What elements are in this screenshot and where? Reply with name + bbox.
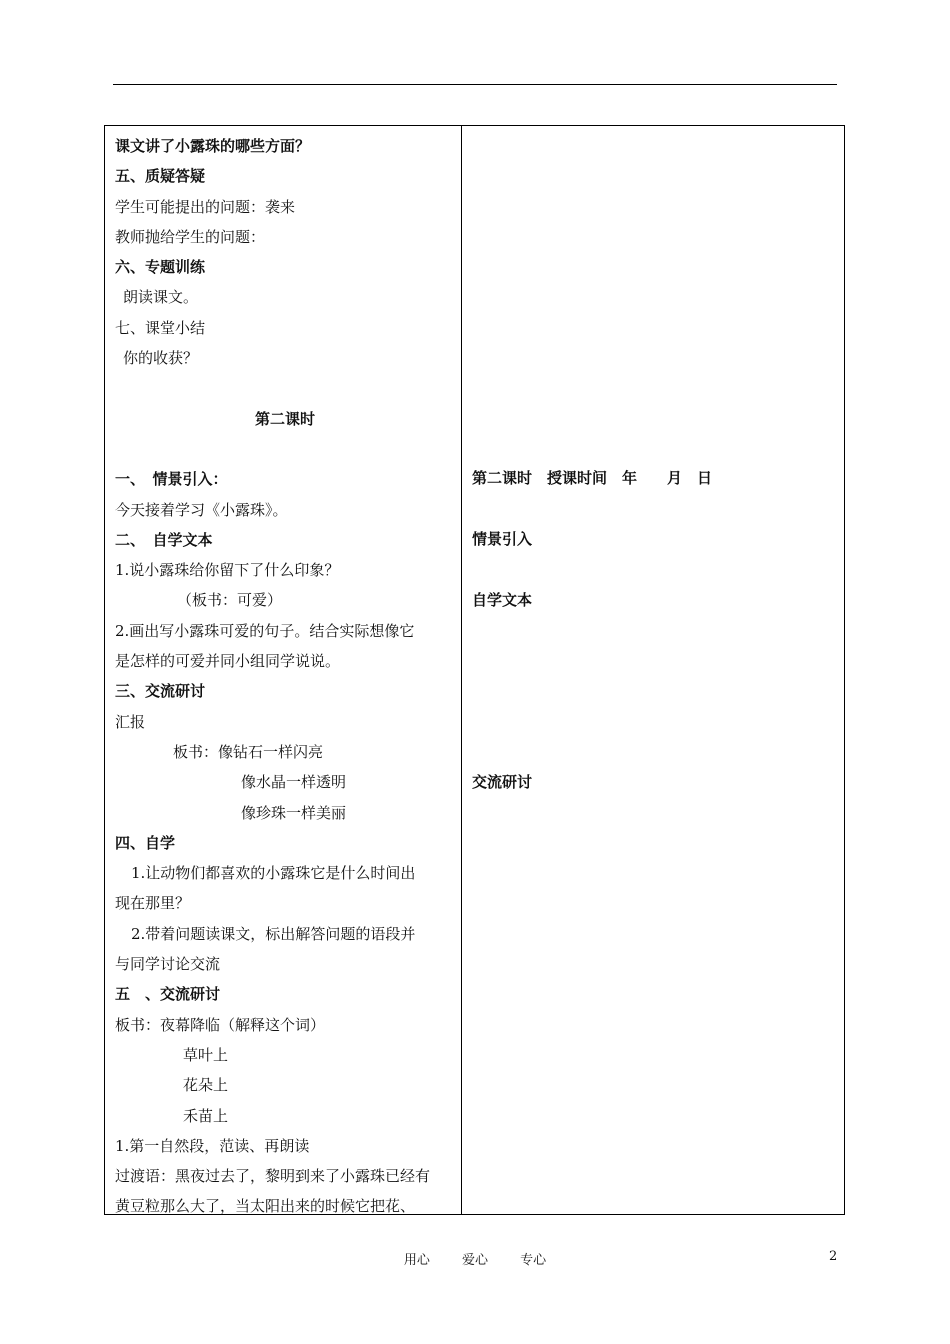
text-line: 现在那里？ xyxy=(115,894,191,913)
text-line: 六、专题训练 xyxy=(115,258,206,277)
text-line: 1.第一自然段，范读、再朗读 xyxy=(115,1136,310,1155)
text-line: 四、自学 xyxy=(115,833,176,852)
text-line: 七、课堂小结 xyxy=(115,318,206,337)
text-line: 像水晶一样透明 xyxy=(241,773,347,792)
text-line: 板书：夜幕降临（解释这个词） xyxy=(115,1015,326,1034)
text-line: 你的收获？ xyxy=(123,349,199,368)
text-line: 二、 自学文本 xyxy=(115,530,213,549)
text-line: 禾苗上 xyxy=(183,1106,229,1125)
footer-item: 专心 xyxy=(520,1253,547,1268)
column-divider xyxy=(461,126,462,1214)
text-line: 今天接着学习《小露珠》。 xyxy=(115,500,288,519)
text-line: 板书：像钻石一样闪亮 xyxy=(173,742,324,761)
self-study-label: 自学文本 xyxy=(472,591,533,609)
header-rule xyxy=(113,84,837,85)
text-line: 是怎样的可爱并同小组同学说说。 xyxy=(115,652,341,671)
text-line: 花朵上 xyxy=(183,1076,229,1095)
page-number: 2 xyxy=(829,1249,838,1264)
text-line xyxy=(115,373,455,403)
text-line: 黄豆粒那么大了，当太阳出来的时候它把花、 xyxy=(115,1197,416,1216)
text-line xyxy=(115,434,455,464)
text-line: 三、交流研讨 xyxy=(115,682,206,701)
discussion-label: 交流研讨 xyxy=(472,773,533,791)
left-column xyxy=(115,131,455,1222)
text-line: 像珍珠一样美丽 xyxy=(241,803,347,822)
text-line: 第二课时 xyxy=(254,409,315,428)
text-line: 学生可能提出的问题：袭来 xyxy=(115,197,296,216)
text-line: 2.画出写小露珠可爱的句子。结合实际想像它 xyxy=(115,621,415,640)
footer-item: 用心 xyxy=(403,1253,430,1268)
text-line: 1.说小露珠给你留下了什么印象？ xyxy=(115,561,340,580)
text-line: 草叶上 xyxy=(183,1045,229,1064)
text-line: 1.让动物们都喜欢的小露珠它是什么时间出 xyxy=(131,864,416,883)
text-line: 汇报 xyxy=(115,712,146,731)
text-line: 五 、交流研讨 xyxy=(115,985,221,1004)
text-line: 朗读课文。 xyxy=(123,288,199,307)
text-line: 教师抛给学生的问题： xyxy=(115,227,266,246)
footer-item: 爱心 xyxy=(461,1253,488,1268)
text-line: 五、质疑答疑 xyxy=(115,167,206,186)
lesson-table xyxy=(104,125,845,1215)
page-footer xyxy=(0,1249,950,1268)
text-line: （板书：可爱） xyxy=(177,591,283,610)
text-line: 课文讲了小露珠的哪些方面？ xyxy=(115,137,311,155)
text-line: 过渡语：黑夜过去了，黎明到来了小露珠已经有 xyxy=(115,1167,431,1186)
text-line: 2.带着问题读课文，标出解答问题的语段并 xyxy=(131,924,416,943)
scene-intro-label: 情景引入 xyxy=(472,530,533,548)
lesson-schedule-header: 第二课时 授课时间 年 月 日 xyxy=(472,469,713,487)
text-line: 一、 情景引入： xyxy=(115,470,228,489)
text-line: 与同学讨论交流 xyxy=(115,955,221,974)
